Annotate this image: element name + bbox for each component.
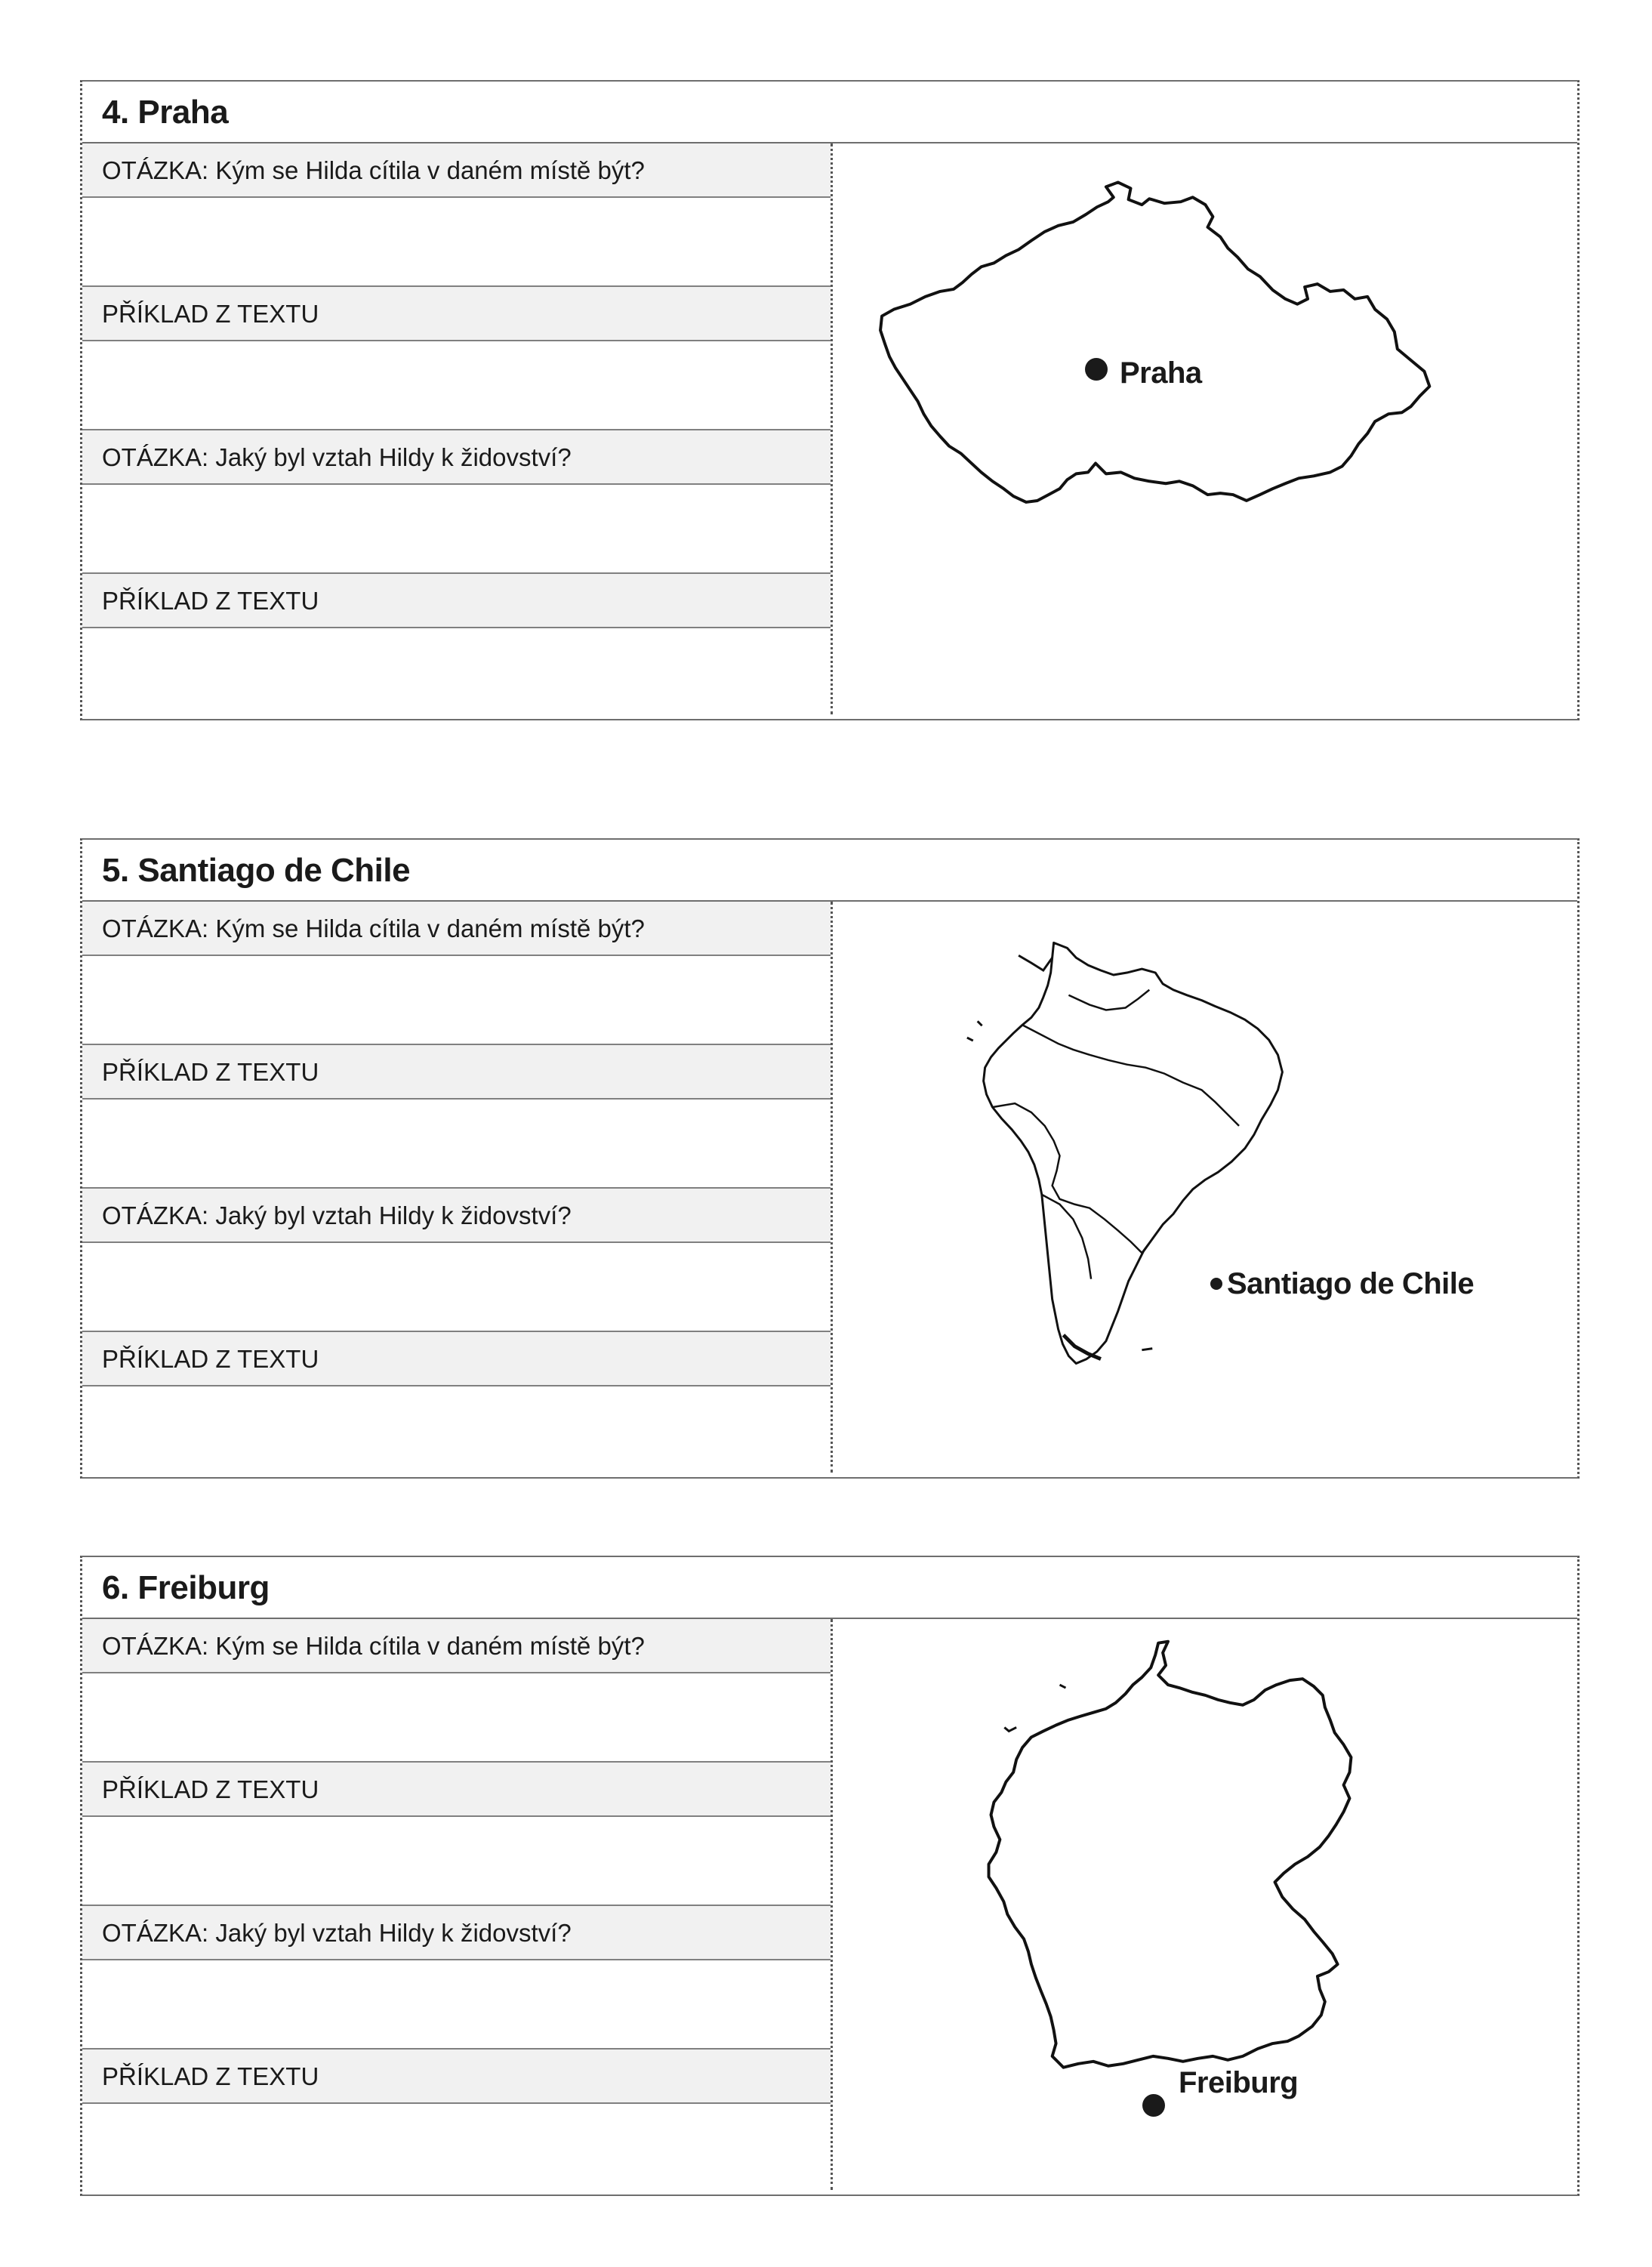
example-label: PŘÍKLAD Z TEXTU <box>82 287 831 341</box>
question-column <box>82 143 833 714</box>
answer-field[interactable] <box>82 2104 831 2190</box>
answer-field[interactable] <box>82 1817 831 1906</box>
question-label: OTÁZKA: Kým se Hilda cítila v daném místě být? <box>82 143 831 198</box>
south-america-map <box>833 902 1577 1473</box>
answer-field[interactable] <box>82 956 831 1045</box>
question-column <box>82 902 833 1473</box>
answer-field[interactable] <box>82 1243 831 1332</box>
section-freiburg <box>80 1556 1580 2196</box>
map-panel <box>833 143 1577 714</box>
map-panel <box>833 902 1577 1473</box>
map-city-label: Freiburg <box>1179 2066 1299 2099</box>
answer-field[interactable] <box>82 1673 831 1763</box>
question-label: OTÁZKA: Kým se Hilda cítila v daném místě být? <box>82 902 831 956</box>
example-label: PŘÍKLAD Z TEXTU <box>82 1763 831 1817</box>
answer-field[interactable] <box>82 485 831 574</box>
section-title: 5. Santiago de Chile <box>82 840 1577 902</box>
answer-field[interactable] <box>82 198 831 287</box>
example-label: PŘÍKLAD Z TEXTU <box>82 1045 831 1100</box>
question-label: OTÁZKA: Kým se Hilda cítila v daném místě být? <box>82 1619 831 1673</box>
location-dot <box>1210 1278 1222 1290</box>
section-santiago <box>80 838 1580 1479</box>
question-label: OTÁZKA: Jaký byl vztah Hildy k židovství? <box>82 1189 831 1243</box>
location-dot <box>1142 2094 1165 2117</box>
answer-field[interactable] <box>82 341 831 430</box>
question-label: OTÁZKA: Jaký byl vztah Hildy k židovství? <box>82 430 831 485</box>
example-label: PŘÍKLAD Z TEXTU <box>82 574 831 628</box>
map-panel <box>833 1619 1577 2190</box>
example-label: PŘÍKLAD Z TEXTU <box>82 1332 831 1386</box>
answer-field[interactable] <box>82 1100 831 1189</box>
map-city-label: Santiago de Chile <box>1227 1267 1475 1300</box>
answer-field[interactable] <box>82 1386 831 1473</box>
section-title: 6. Freiburg <box>82 1557 1577 1619</box>
answer-field[interactable] <box>82 628 831 714</box>
section-praha <box>80 80 1580 720</box>
answer-field[interactable] <box>82 1960 831 2050</box>
germany-map <box>833 1619 1577 2190</box>
czech-republic-map <box>833 143 1577 714</box>
question-column <box>82 1619 833 2190</box>
section-title: 4. Praha <box>82 82 1577 143</box>
location-dot <box>1085 358 1108 381</box>
map-city-label: Praha <box>1120 356 1202 390</box>
example-label: PŘÍKLAD Z TEXTU <box>82 2050 831 2104</box>
question-label: OTÁZKA: Jaký byl vztah Hildy k židovství? <box>82 1906 831 1960</box>
